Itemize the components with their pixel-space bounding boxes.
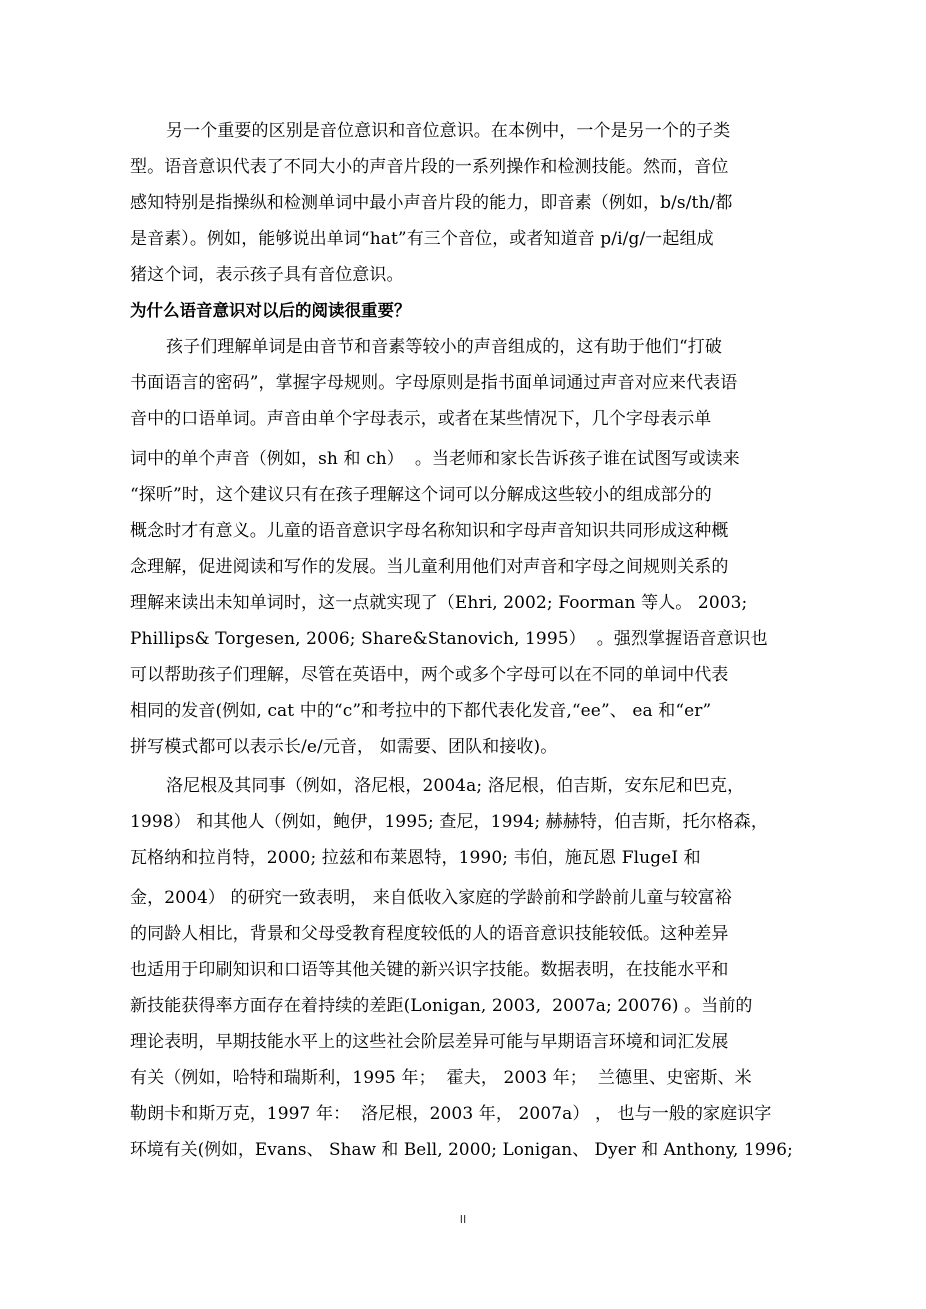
text-line: 感知特别是指操纵和检测单词中最小声音片段的能力，即音素（例如，b/s/th/都 bbox=[130, 193, 733, 213]
page-number: II bbox=[459, 1213, 467, 1226]
text-line: 环境有关(例如，Evans、 Shaw 和 Bell, 2000; Lonigan、 Dyer 和 Anthony, 1996; bbox=[130, 1140, 793, 1160]
text-line: 1998） 和其他人（例如，鲍伊，1995; 查尼，1994; 赫赫特，伯吉斯，托尔格森， bbox=[130, 812, 768, 832]
text-line: 念理解，促进阅读和写作的发展。当儿童利用他们对声音和字母之间规则关系的 bbox=[130, 557, 729, 577]
text-line: 理论表明，早期技能水平上的这些社会阶层差异可能与早期语言环境和词汇发展 bbox=[130, 1032, 729, 1052]
text-line: 有关（例如，哈特和瑞斯利，1995 年； 霍夫， 2003 年； 兰德里、史密斯、米 bbox=[130, 1068, 752, 1088]
text-line: 猪这个词，表示孩子具有音位意识。 bbox=[130, 265, 404, 285]
text-line: 概念时才有意义。儿童的语音意识字母名称知识和字母声音知识共同形成这种概 bbox=[130, 521, 729, 541]
text-line: 新技能获得率方面存在着持续的差距(Lonigan, 2003, 2007a; 20076) 。当前的 bbox=[130, 996, 753, 1016]
text-line: “探听”时，这个建议只有在孩子理解这个词可以分解成这些较小的组成部分的 bbox=[130, 485, 712, 505]
text-line: 书面语言的密码”，掌握字母规则。字母原则是指书面单词通过声音对应来代表语 bbox=[130, 373, 738, 393]
text-line: 洛尼根及其同事（例如，洛尼根，2004a; 洛尼根，伯吉斯，安东尼和巴克， bbox=[166, 776, 745, 796]
text-line: 孩子们理解单词是由音节和音素等较小的声音组成的，这有助于他们“打破 bbox=[166, 337, 722, 357]
text-line: 另一个重要的区别是音位意识和音位意识。在本例中，一个是另一个的子类 bbox=[166, 121, 731, 141]
text-line: 的同龄人相比，背景和父母受教育程度较低的人的语音意识技能较低。这种差异 bbox=[130, 924, 729, 944]
section-heading: 为什么语音意识对以后的阅读很重要？ bbox=[130, 301, 411, 320]
text-line: 勒朗卡和斯万克，1997 年： 洛尼根，2003 年， 2007a） ， 也与一般的家庭识字 bbox=[130, 1104, 772, 1124]
text-line: 音中的口语单词。声音由单个字母表示，或者在某些情况下，几个字母表示单 bbox=[130, 409, 712, 429]
text-line: Phillips& Torgesen, 2006; Share&Stanovich, 1995） 。强烈掌握语音意识也 bbox=[130, 629, 768, 649]
text-line: 型。语音意识代表了不同大小的声音片段的一系列操作和检测技能。然而，音位 bbox=[130, 157, 729, 177]
text-line: 拼写模式都可以表示长/e/元音， 如需要、团队和接收)。 bbox=[130, 737, 558, 757]
text-line: 是音素）。例如，能够说出单词“hat”有三个音位，或者知道音 p/i/g/一起组成 bbox=[130, 229, 714, 249]
text-line: 金，2004） 的研究一致表明， 来自低收入家庭的学龄前和学龄前儿童与较富裕 bbox=[130, 888, 732, 908]
text-line: 理解来读出未知单词时，这一点就实现了（Ehri, 2002; Foorman 等人。 2003; bbox=[130, 593, 748, 613]
text-line: 词中的单个声音（例如，sh 和 ch） 。当老师和家长告诉孩子谁在试图写或读来 bbox=[130, 449, 740, 469]
text-line: 也适用于印刷知识和口语等其他关键的新兴识字技能。数据表明，在技能水平和 bbox=[130, 960, 729, 980]
text-line: 可以帮助孩子们理解，尽管在英语中，两个或多个字母可以在不同的单词中代表 bbox=[130, 665, 729, 685]
text-line: 相同的发音(例如, cat 中的“c”和考拉中的下都代表化发音,“ee”、 ea 和“er” bbox=[130, 701, 712, 721]
text-line: 瓦格纳和拉肖特，2000; 拉兹和布莱恩特，1990; 韦伯，施瓦恩 FlugeI 和 bbox=[130, 848, 701, 868]
